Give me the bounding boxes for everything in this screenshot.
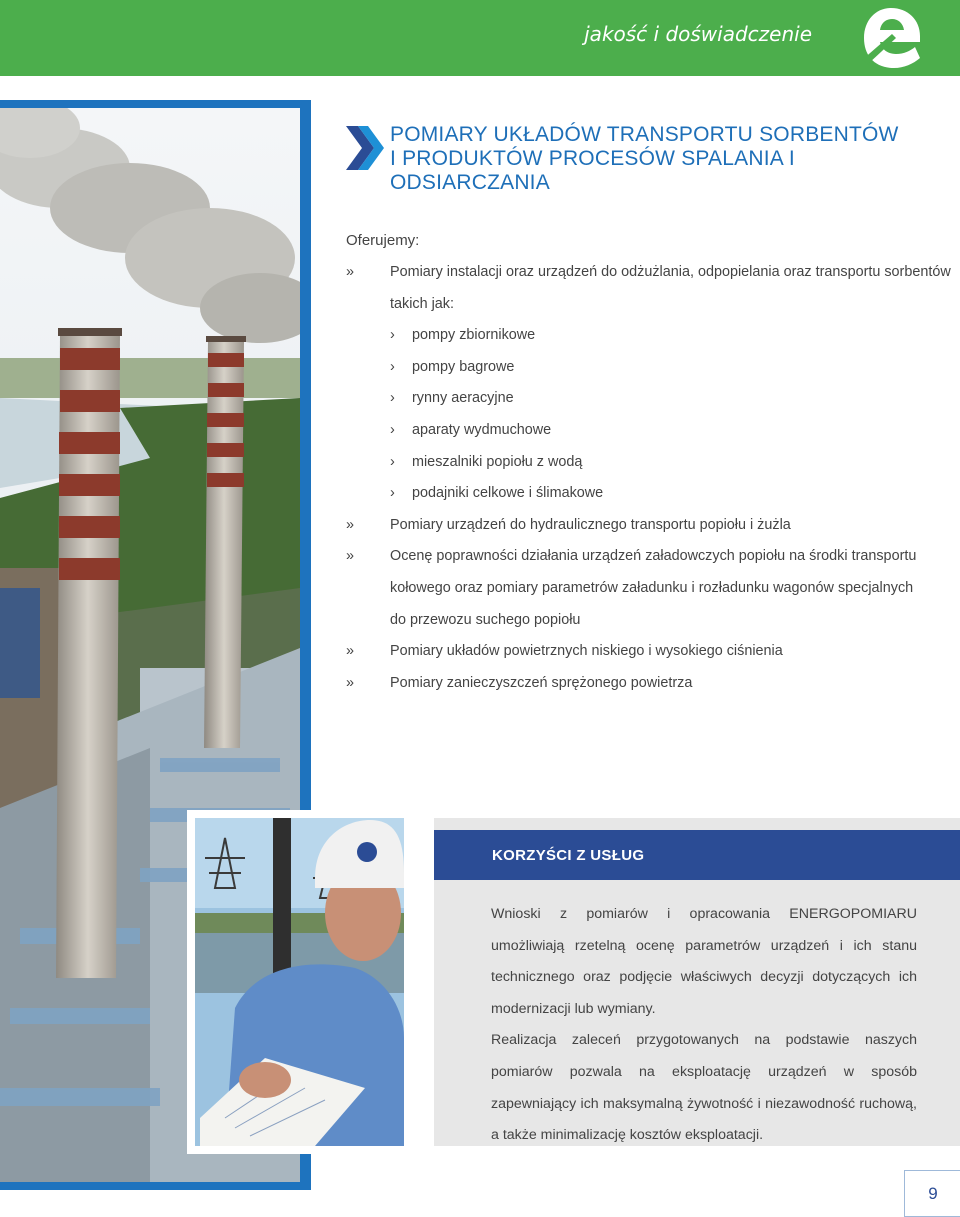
- page-number: 9: [928, 1184, 938, 1203]
- bullet-marker: »: [346, 674, 355, 691]
- sub-bullet-marker: ›: [390, 358, 395, 375]
- offer-intro: Oferujemy:: [346, 232, 420, 249]
- list-item: › aparaty wydmuchowe: [346, 415, 926, 447]
- sub-bullet-marker: ›: [390, 453, 395, 470]
- list-item: › mieszalniki popiołu z wodą: [346, 447, 926, 479]
- list-item: › pompy zbiornikowe: [346, 320, 926, 352]
- list-item: » Pomiary instalacji oraz urządzeń do odżużlania, odpopielania oraz transportu sorbentów: [346, 257, 926, 289]
- section-title: [390, 123, 910, 195]
- list-item: » Pomiary układów powietrznych niskiego i wysokiego ciśnienia: [346, 636, 926, 668]
- sub-bullet-marker: ›: [390, 421, 395, 438]
- page-number-box: [904, 1170, 960, 1217]
- bullet-marker: »: [346, 643, 355, 660]
- benefits-paragraph: Wnioski z pomiarów i opracowania ENERGOPOMIARU umożliwiają rzetelną ocenę parametrów urządzeń i ich stanu technicznego oraz podjęcie właściwych decyzji dotyczących ich modernizacji lub wymiany.: [491, 906, 917, 1017]
- bullet-marker: »: [346, 548, 355, 565]
- list-item: » Ocenę poprawności działania urządzeń załadowczych popiołu na środki transportu: [346, 541, 926, 573]
- list-item: takich jak:: [390, 295, 454, 312]
- sub-bullet-marker: ›: [390, 485, 395, 502]
- list-item: » Pomiary zanieczyszczeń sprężonego powietrza: [346, 668, 926, 700]
- energopomiar-e-logo: [858, 4, 924, 70]
- offer-list: [346, 257, 951, 699]
- bullet-marker: »: [346, 516, 355, 533]
- sub-bullet-marker: ›: [390, 327, 395, 344]
- benefits-header: [434, 830, 960, 880]
- title-line: POMIARY UKŁADÓW TRANSPORTU SORBENTÓW: [390, 123, 899, 146]
- title-line: ODSIARCZANIA: [390, 171, 550, 194]
- benefits-title: KORZYŚCI Z USŁUG: [492, 847, 645, 864]
- engineer-photo: [195, 818, 404, 1146]
- tagline: jakość i doświadczenie: [584, 22, 812, 46]
- benefits-text: [491, 899, 917, 1152]
- list-item: kołowego oraz pomiary parametrów załadunku i rozładunku wagonów specjalnych: [390, 579, 914, 596]
- list-item: › podajniki celkowe i ślimakowe: [346, 478, 926, 510]
- list-item: » Pomiary urządzeń do hydraulicznego transportu popiołu i żużla: [346, 510, 926, 542]
- benefits-paragraph: Realizacja zaleceń przygotowanych na podstawie naszych pomiarów pozwala na eksploatację urządzeń w sposób zapewniający ich maksymalną żywotność i niezawodność ruchową, a także minimalizację kosztów eksploatacji.: [491, 1032, 917, 1144]
- list-item: › pompy bagrowe: [346, 352, 926, 384]
- title-line: I PRODUKTÓW PROCESÓW SPALANIA I: [390, 147, 795, 170]
- bullet-marker: »: [346, 264, 355, 280]
- double-chevron-right-icon: [344, 124, 384, 172]
- sub-bullet-marker: ›: [390, 390, 395, 407]
- list-item: do przewozu suchego popiołu: [390, 611, 581, 628]
- list-item: › rynny aeracyjne: [346, 383, 926, 415]
- header-bar: [0, 0, 960, 76]
